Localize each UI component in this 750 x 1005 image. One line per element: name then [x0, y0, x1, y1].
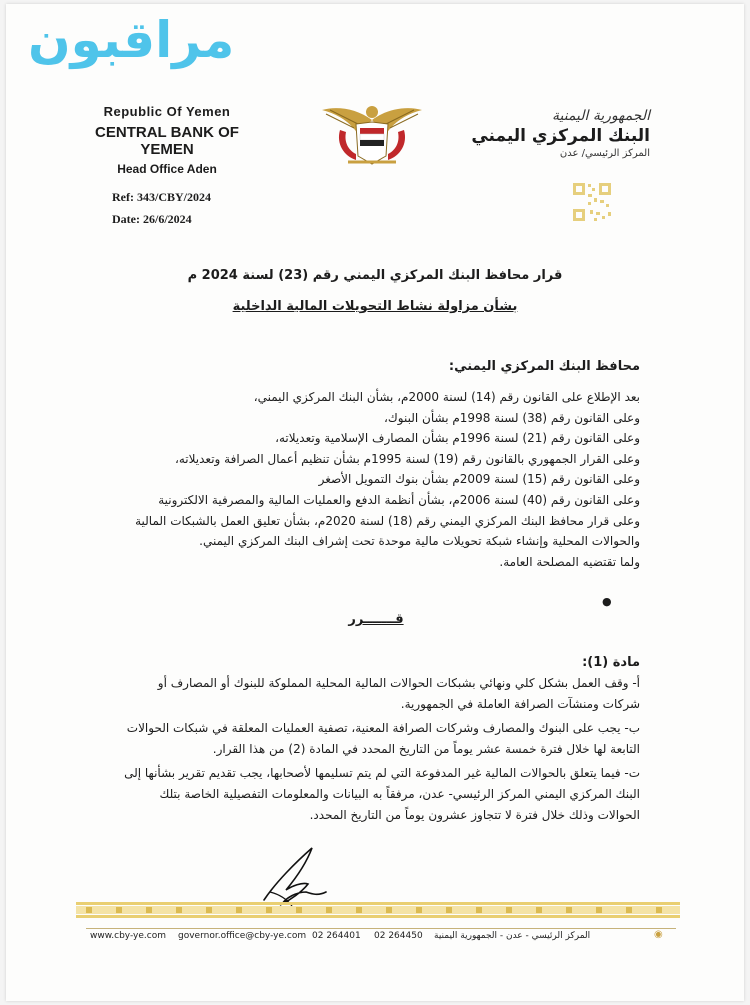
recital-item: وعلى القرار الجمهوري بالقانون رقم (19) لسنة 1995م بشأن تنظيم أعمال الصرافة وتعديلاته، — [174, 451, 640, 466]
office-label-ar: المركز الرئيسي/ عدن — [559, 148, 650, 159]
footer-email: governor.office@cby-ye.com — [178, 931, 307, 941]
recital-item: وعلى القانون رقم (15) لسنة 2009م بشأن بنوك التمويل الأصغر — [318, 472, 640, 487]
decision-heading: قـــــــرر — [348, 612, 404, 627]
footer-address: المركز الرئيسي - عدن - الجمهورية اليمنية — [434, 931, 591, 941]
recitals-list — [120, 387, 640, 572]
bullet-icon: ● — [602, 595, 612, 608]
footer-website: www.cby-ye.com — [90, 931, 166, 941]
article-clauses — [120, 673, 640, 829]
recital-item: ولما تقتضيه المصلحة العامة. — [499, 554, 640, 569]
bank-name-en: CENTRAL BANK OF YEMEN — [95, 124, 239, 158]
recital-item: وعلى قرار محافظ البنك المركزي اليمني رقم (18) لسنة 2020م، بشأن تعليق العمل بالشبكات المالية والحوالات المحلية وإنشاء شبكة تحويلات مالية موحدة تحت إشراف البنك المركزي اليمني. — [135, 513, 640, 549]
recital-item: وعلى القانون رقم (21) لسنة 1996م بشأن المصارف الإسلامية وتعديلاته، — [275, 431, 640, 446]
watermark-logo: مراقبون — [28, 11, 235, 69]
office-label-en: Head Office Aden — [117, 162, 217, 176]
document-page — [6, 4, 744, 1001]
location-pin-icon: ◉ — [654, 929, 663, 940]
reference-number: Ref: 343/CBY/2024 — [112, 190, 211, 204]
republic-label-ar: الجمهورية اليمنية — [551, 108, 650, 124]
qr-code-icon — [572, 182, 612, 226]
english-letterhead — [82, 104, 252, 176]
decision-title: قرار محافظ البنك المركزي اليمني رقم (23) لسنة 2024 م — [187, 268, 563, 283]
recital-item: وعلى القانون رقم (38) لسنة 1998م بشأن البنوك، — [384, 410, 640, 425]
recital-item: بعد الإطلاع على القانون رقم (14) لسنة 2000م، بشأن البنك المركزي اليمني، — [253, 390, 640, 404]
article-heading: مادة (1): — [582, 655, 640, 670]
decision-subject: بشأن مزاولة نشاط التحويلات المالية الداخلية — [232, 299, 518, 314]
footer-decorative-band — [76, 900, 680, 920]
republic-label: Republic Of Yemen — [103, 104, 231, 119]
recital-item: وعلى القانون رقم (40) لسنة 2006م، بشأن أنظمة الدفع والعمليات المالية والمصرفية الالكترونية — [158, 492, 640, 507]
footer-phone: 02 264401 — [312, 931, 361, 941]
clause-item: أ- وقف العمل بشكل كلي ونهائي بشبكات الحوالات المالية المحلية المملوكة للبنوك أو المصارف أو شركات ومنشآت الصرافة العاملة في الجمهورية. — [157, 676, 640, 711]
footer-phone: 02 264450 — [374, 931, 423, 941]
clause-item: ب- يجب على البنوك والمصارف وشركات الصرافة المعنية، تصفية العمليات المعلقة في شبكات الحوالات التابعة لها خلال فترة خمسة عشر يوماً من التاريخ المحدد في المادة (2) من هذا القرار. — [126, 721, 640, 756]
bank-name-ar: البنك المركزي اليمني — [471, 126, 650, 146]
reference-block — [112, 186, 211, 230]
arabic-letterhead — [471, 108, 650, 159]
footer-divider — [86, 928, 676, 929]
clause-item: ت- فيما يتعلق بالحوالات المالية غير المدفوعة التي لم يتم تسليمها لأصحابها، يجب تقديم تقرير بشأنها إلى البنك المركزي اليمني المركز الرئيسي- عدن، مرفقاً به البيانات والمعلومات التفصيلية الخاصة بتلك الحوالات وذلك خلال فترة لا تتجاوز عشرون يوماً من التاريخ المحدد. — [124, 766, 640, 822]
yemen-emblem-icon — [318, 100, 426, 174]
governor-heading: محافظ البنك المركزي اليمني: — [448, 359, 640, 374]
document-date: Date: 26/6/2024 — [112, 212, 192, 226]
